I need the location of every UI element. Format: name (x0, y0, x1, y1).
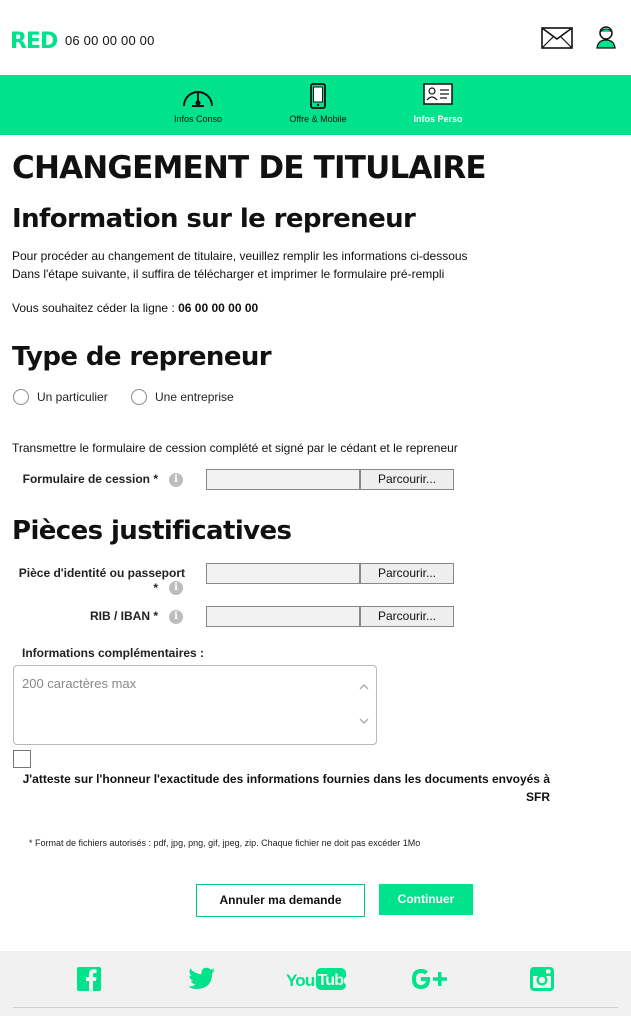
youtube-tube-text: Tube (317, 972, 352, 989)
radio-label: Un particulier (37, 390, 108, 404)
rib-file-input[interactable] (206, 606, 360, 627)
info-compl-textarea[interactable] (13, 665, 377, 745)
nav-item-label: Infos Perso (413, 114, 463, 124)
youtube-icon[interactable] (286, 966, 352, 992)
formulaire-file-input[interactable] (206, 469, 360, 490)
identity-browse-button[interactable]: Parcourir... (360, 563, 454, 584)
formulaire-browse-button[interactable]: Parcourir... (360, 469, 454, 490)
info-compl-label: Informations complémentaires : (22, 646, 205, 660)
intro-line-1: Pour procéder au changement de titulaire, veuillez remplir les informations ci-dessous (12, 249, 468, 263)
textarea-placeholder: 200 caractères max (22, 676, 137, 691)
logo-text: RED (10, 29, 58, 54)
mail-icon[interactable] (541, 27, 573, 49)
attest-text: J'atteste sur l'honneur l'exactitude des informations fournies dans les documents envoyés à SFR (22, 772, 550, 804)
radio-entreprise[interactable] (131, 389, 234, 405)
facebook-icon[interactable] (77, 966, 101, 992)
section-title-repreneur: Information sur le repreneur (12, 204, 416, 234)
nav-item-offre-mobile[interactable] (263, 75, 373, 135)
identity-label-line1: Pièce d'identité ou passeport (18, 566, 185, 580)
google-plus-icon[interactable] (410, 966, 448, 992)
cede-label: Vous souhaitez céder la ligne : (12, 301, 175, 315)
info-icon[interactable]: i (169, 581, 183, 595)
radio-particulier[interactable] (13, 389, 108, 405)
cede-number: 06 00 00 00 00 (178, 301, 259, 315)
twitter-icon[interactable] (188, 966, 216, 992)
nav-item-label: Infos Conso (173, 114, 223, 124)
section-title-type: Type de repreneur (12, 342, 271, 372)
info-icon[interactable]: i (169, 473, 183, 487)
section-title-pieces: Pièces justificatives (12, 516, 292, 546)
transmit-text: Transmettre le formulaire de cession complété et signé par le cédant et le repreneur (12, 441, 458, 455)
page-title: CHANGEMENT DE TITULAIRE (12, 150, 486, 186)
radio-label: Une entreprise (155, 390, 234, 404)
cancel-button[interactable]: Annuler ma demande (196, 884, 365, 917)
main-nav (0, 75, 631, 135)
continue-button[interactable]: Continuer (379, 884, 473, 915)
mobile-phone-icon (310, 83, 326, 109)
info-icon[interactable]: i (169, 610, 183, 624)
phone-number: 06 00 00 00 00 (65, 33, 155, 48)
scroll-up-icon[interactable] (359, 682, 369, 692)
red-logo[interactable] (10, 26, 58, 56)
rib-label: RIB / IBAN * (89, 609, 158, 623)
nav-item-label: Offre & Mobile (289, 114, 347, 124)
footer-divider (13, 1007, 618, 1008)
identity-label-line2: * (153, 581, 158, 595)
file-format-note: * Format de fichiers autorisés : pdf, jpg, png, gif, jpeg, zip. Chaque fichier ne doit pas excéder 1Mo (29, 838, 421, 848)
id-card-icon (423, 83, 453, 105)
instagram-icon[interactable] (530, 966, 554, 992)
identity-label (12, 566, 185, 596)
intro-line-2: Dans l'étape suivante, il suffira de télécharger et imprimer le formulaire pré-rempli (12, 267, 445, 281)
gauge-icon (181, 83, 215, 109)
attest-checkbox[interactable] (13, 750, 31, 768)
cede-line (12, 301, 258, 315)
rib-browse-button[interactable]: Parcourir... (360, 606, 454, 627)
radio-circle[interactable] (131, 389, 147, 405)
user-account-icon[interactable] (595, 25, 617, 49)
formulaire-label: Formulaire de cession * (22, 472, 158, 486)
nav-item-infos-conso[interactable] (143, 75, 253, 135)
youtube-you-text: You (286, 971, 315, 990)
radio-circle[interactable] (13, 389, 29, 405)
header (0, 0, 631, 75)
footer (0, 951, 631, 1016)
scroll-down-icon[interactable] (359, 716, 369, 726)
nav-item-infos-perso[interactable] (383, 75, 493, 135)
identity-file-input[interactable] (206, 563, 360, 584)
